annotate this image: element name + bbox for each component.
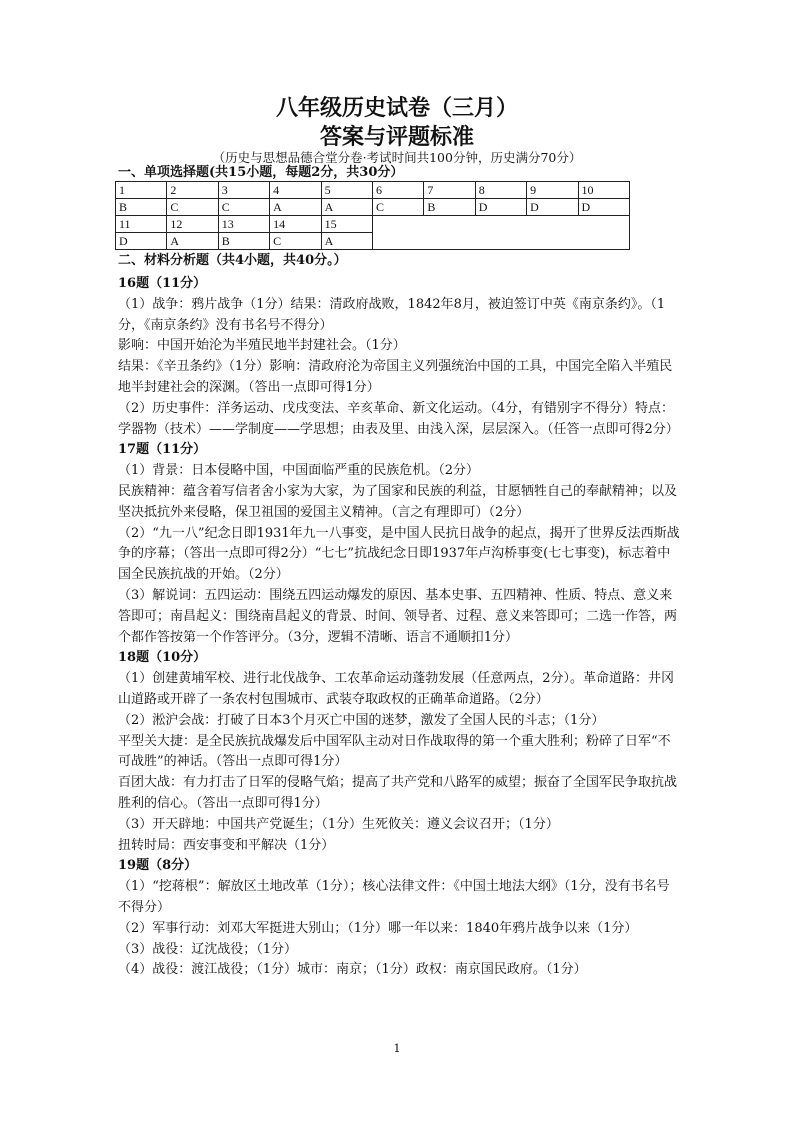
- question-17-title: 17题（11分）: [118, 442, 207, 458]
- table-cell: 14: [270, 216, 321, 233]
- table-cell: 5: [321, 182, 372, 199]
- table-cell: D: [527, 199, 578, 216]
- table-cell: D: [578, 199, 629, 216]
- table-cell: C: [167, 199, 218, 216]
- answer-line: （2）淞沪会战：打破了日本3个月灭亡中国的迷梦，激发了全国人民的斗志；（1分）: [118, 712, 605, 728]
- exam-info: （历史与思想品德合堂分卷·考试时间共100分钟，历史满分70分）: [212, 150, 582, 165]
- answer-table: [115, 181, 630, 250]
- table-cell: 1: [116, 182, 167, 199]
- answer-line: 平型关大捷：是全民族抗战爆发后中国军队主动对日作战取得的第一个重大胜利；粉碎了日军“不可战胜”的神话。（答出一点即可得1分）: [118, 733, 671, 770]
- table-row: [116, 216, 630, 233]
- table-cell: 2: [167, 182, 218, 199]
- table-cell: 11: [116, 216, 167, 233]
- section2-heading: 二、材料分析题（共4小题，共40分。）: [118, 253, 347, 268]
- table-cell: 4: [270, 182, 321, 199]
- table-cell: 9: [527, 182, 578, 199]
- answer-line: （1）“挖蒋根”：解放区土地改革（1分）；核心法律文件：《中国土地法大纲》（1分，没有书名号不得分）: [118, 879, 670, 915]
- table-cell: D: [475, 199, 526, 216]
- table-cell: 10: [578, 182, 629, 199]
- answer-line: 结果：《辛丑条约》（1分）影响：清政府沦为帝国主义列强统治中国的工具，中国完全陷入半殖民地半封建社会的深渊。（答出一点即可得1分）: [118, 359, 673, 395]
- table-cell: D: [116, 233, 167, 250]
- answer-line: 影响：中国开始沦为半殖民地半封建社会。（1分）: [118, 338, 406, 354]
- table-cell: 15: [321, 216, 372, 233]
- question-16-title: 16题（11分）: [118, 276, 207, 291]
- table-cell: 7: [424, 182, 475, 199]
- answer-line: 扭转时局：西安事变和平解决（1分）: [118, 837, 335, 853]
- question-19-title: 19题（8分）: [118, 858, 198, 874]
- question-18-title: 18题（10分）: [118, 650, 207, 666]
- answer-line: （2）“九一八”纪念日即1931年九一八事变，是中国人民抗日战争的起点，揭开了世界反法西斯战争的序幕；（答出一点即可得2分）“七七”抗战纪念日即1937年卢沟桥事变(七七事变)，标志着中国全民族抗战的开始。（2分）: [118, 525, 680, 583]
- table-cell: 3: [218, 182, 269, 199]
- answer-body: [118, 274, 680, 981]
- table-cell: A: [270, 199, 321, 216]
- table-cell: B: [218, 233, 269, 250]
- table-cell: 6: [372, 182, 423, 199]
- table-cell: 13: [218, 216, 269, 233]
- answer-line: （3）解说词：五四运动：围绕五四运动爆发的原因、基本史事、五四精神、性质、特点、意义来答即可；南昌起义：围绕南昌起义的背景、时间、领导者、过程、意义来答即可；二选一作答，两个都作答按第一个作答评分。（3分，逻辑不清晰、语言不通顺扣1分）: [118, 587, 678, 645]
- table-cell: 12: [167, 216, 218, 233]
- answer-line: （1）战争：鸦片战争（1分）结果：清政府战败，1842年8月，被迫签订中英《南京条约》。（1分，《南京条约》没有书名号不得分）: [118, 296, 666, 333]
- answer-line: （2）历史事件：洋务运动、戊戌变法、辛亥革命、新文化运动。（4分，有错别字不得分）特点：学器物（技术）——学制度——学思想；由表及里、由浅入深，层层深入。（任答一点即可得2分）: [118, 400, 679, 437]
- table-row: [116, 199, 630, 216]
- section1-heading: 一、单项选择题(共15小题，每题2分，共30分）: [118, 165, 404, 180]
- table-cell: C: [270, 233, 321, 250]
- table-cell: A: [321, 199, 372, 216]
- table-cell: A: [167, 233, 218, 250]
- page-number: 1: [393, 1042, 401, 1055]
- table-cell: A: [321, 233, 372, 250]
- answer-line: （3）开天辟地：中国共产党诞生；（1分）生死攸关：遵义会议召开；（1分）: [118, 816, 559, 832]
- answer-line: 民族精神：蕴含着写信者舍小家为大家，为了国家和民族的利益，甘愿牺牲自己的奉献精神；以及坚决抵抗外来侵略，保卫祖国的爱国主义精神。（言之有理即可）（2分）: [118, 483, 678, 520]
- table-empty-cell: [372, 216, 629, 250]
- table-cell: 8: [475, 182, 526, 199]
- answer-line: 百团大战：有力打击了日军的侵略气焰；提高了共产党和八路军的威望；振奋了全国军民争取抗战胜利的信心。（答出一点即可得1分）: [118, 775, 678, 811]
- page-title: 八年级历史试卷（三月）: [275, 95, 518, 121]
- answer-line: （1）背景：日本侵略中国，中国面临严重的民族危机。（2分）: [118, 463, 480, 479]
- table-cell: C: [218, 199, 269, 216]
- answer-line: （4）战役：渡江战役；（1分）城市：南京；（1分）政权：南京国民政府。（1分）: [118, 962, 587, 978]
- table-cell: B: [116, 199, 167, 216]
- table-cell: B: [424, 199, 475, 216]
- answer-line: （2）军事行动：刘邓大军挺进大别山；（1分）哪一年以来：1840年鸦片战争以来（1分）: [118, 920, 638, 936]
- answer-line: （1）创建黄埔军校、进行北伐战争、工农革命运动蓬勃发展（任意两点，2分）。革命道路：井冈山道路或开辟了一条农村包围城市、武装夺取政权的正确革命道路。（2分）: [118, 671, 675, 707]
- page-subtitle-heading: 答案与评题标准: [319, 124, 474, 150]
- answer-line: （3）战役：辽沈战役；（1分）: [118, 941, 298, 957]
- table-row: [116, 182, 630, 199]
- table-cell: C: [372, 199, 423, 216]
